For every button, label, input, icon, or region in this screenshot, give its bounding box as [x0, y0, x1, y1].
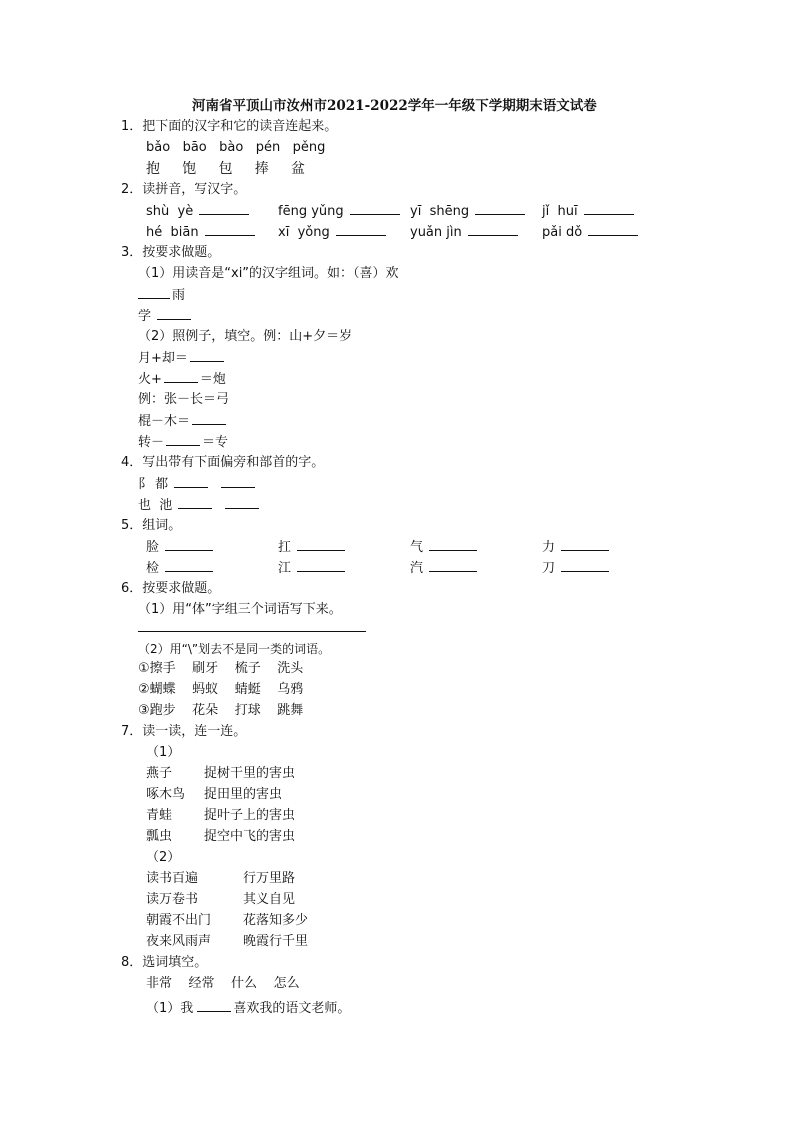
answer-blank[interactable]: [165, 538, 213, 551]
question-2-heading: 2．读拼音，写汉字。: [121, 182, 247, 197]
q7-right-1: 捉树干里的害虫: [204, 766, 296, 781]
q7-left2-4: 夜来风雨声: [146, 934, 212, 949]
q6-list-2: ②蝴蝶 蚂蚁 蜻蜓 乌鸦: [138, 682, 304, 697]
q5-item-7: 汽: [410, 559, 479, 578]
answer-blank[interactable]: [297, 559, 345, 572]
q2-item-5: hé biān: [146, 223, 257, 242]
answer-blank[interactable]: [199, 202, 249, 215]
q5-item-4: 力: [542, 538, 611, 557]
q5-item-8: 刀: [542, 559, 611, 578]
answer-blank[interactable]: [225, 496, 259, 509]
answer-blank[interactable]: [475, 202, 525, 215]
answer-blank[interactable]: [197, 999, 231, 1012]
q7-left-1: 燕子: [146, 766, 173, 781]
q7-right-2: 捉田里的害虫: [204, 787, 283, 802]
q3-p2-example: 例：张－长＝弓: [138, 392, 230, 407]
answer-blank[interactable]: [561, 559, 609, 572]
q3-p2-line-e: 转－ ＝专: [138, 435, 229, 450]
answer-blank[interactable]: [221, 475, 255, 488]
q2-item-8: pǎi dǒ: [542, 223, 640, 242]
q3-part-2: （2）照例子，填空。例：山+夕＝岁: [138, 329, 353, 344]
q2-item-6: xī yǒng: [278, 223, 388, 242]
q2-item-7: yuǎn jìn: [410, 223, 520, 242]
answer-blank[interactable]: [429, 538, 477, 551]
answer-blank[interactable]: [468, 223, 518, 236]
q3-p2-line-b: 火+ ＝炮: [138, 372, 226, 387]
answer-blank[interactable]: [584, 202, 634, 215]
q7-left2-2: 读万卷书: [146, 892, 199, 907]
q6-list-3: ③跑步 花朵 打球 跳舞: [138, 703, 304, 718]
q8-word-bank: 非常 经常 什么 怎么: [146, 976, 300, 991]
answer-blank[interactable]: [178, 496, 212, 509]
answer-blank[interactable]: [138, 286, 170, 299]
answer-blank[interactable]: [166, 433, 200, 446]
q7-left-4: 瓢虫: [146, 829, 173, 844]
q7-right2-1: 行万里路: [243, 871, 296, 886]
q3-p1-line-b: 学: [138, 307, 193, 326]
question-3-heading: 3．按要求做题。: [121, 245, 221, 260]
q5-item-1: 脸: [146, 538, 215, 557]
answer-blank[interactable]: [165, 559, 213, 572]
q7-left-2: 啄木鸟: [146, 787, 186, 802]
q3-p2-line-a: 月+却＝: [138, 349, 226, 368]
answer-blank[interactable]: [190, 349, 224, 362]
answer-blank[interactable]: [588, 223, 638, 236]
answer-blank[interactable]: [297, 538, 345, 551]
answer-blank[interactable]: [350, 202, 400, 215]
answer-blank[interactable]: [164, 370, 198, 383]
q1-chars-row: 抱 饱 包 捧 盆: [146, 161, 306, 177]
q7-right-3: 捉叶子上的害虫: [204, 808, 296, 823]
q6-list-1: ①擦手 刷牙 梳子 洗头: [138, 661, 304, 676]
question-5-heading: 5．组词。: [121, 518, 182, 533]
q2-item-3: yī shēng: [410, 202, 527, 221]
q5-item-5: 检: [146, 559, 215, 578]
answer-blank[interactable]: [205, 223, 255, 236]
q1-pinyin-row: bǎo bāo bào pén pěng: [146, 140, 326, 155]
question-4-heading: 4．写出带有下面偏旁和部首的字。: [121, 455, 325, 470]
q7-left2-1: 读书百遍: [146, 871, 199, 886]
q8-part-1: （1）我 喜欢我的语文老师。: [146, 1001, 351, 1016]
q7-right2-4: 晚霞行千里: [243, 934, 309, 949]
q6-answer-line[interactable]: [138, 631, 366, 632]
answer-blank[interactable]: [174, 475, 208, 488]
q7-right2-2: 其义自见: [243, 892, 296, 907]
question-8-heading: 8．选词填空。: [121, 955, 208, 970]
q5-item-3: 气: [410, 538, 479, 557]
answer-blank[interactable]: [429, 559, 477, 572]
question-6-heading: 6．按要求做题。: [121, 581, 221, 596]
answer-blank[interactable]: [561, 538, 609, 551]
answer-blank[interactable]: [192, 412, 226, 425]
q5-item-2: 扛: [278, 538, 347, 557]
q3-p2-line-d: 棍－木＝: [138, 412, 228, 431]
q2-item-1: shù yè: [146, 202, 251, 221]
q6-part-1: （1）用“体”字组三个词语写下来。: [138, 602, 342, 617]
q7-section-2: （2）: [146, 850, 181, 865]
answer-blank[interactable]: [336, 223, 386, 236]
answer-blank[interactable]: [157, 307, 191, 320]
q7-right-4: 捉空中飞的害虫: [204, 829, 296, 844]
question-1-heading: 1．把下面的汉字和它的读音连起来。: [121, 119, 338, 134]
q7-right2-3: 花落知多少: [243, 913, 309, 928]
q2-item-4: jǐ huī: [542, 202, 636, 221]
question-7-heading: 7．读一读，连一连。: [121, 724, 247, 739]
q5-item-6: 江: [278, 559, 347, 578]
q4-row-2: 也 池: [138, 496, 261, 515]
q3-p1-line-a: 雨: [138, 286, 185, 305]
q7-left-3: 青蛙: [146, 808, 173, 823]
q6-part-2: （2）用“\”划去不是同一类的词语。: [138, 642, 331, 656]
q2-item-2: fēng yǔng: [278, 202, 402, 221]
q3-part-1: （1）用读音是“xi”的汉字组词。如：（喜）欢: [138, 266, 399, 281]
q7-left2-3: 朝霞不出门: [146, 913, 212, 928]
q4-row-1: 阝 都: [138, 475, 257, 494]
page-title: 河南省平顶山市汝州市2021-2022学年一年级下学期期末语文试卷: [192, 98, 597, 114]
q7-section-1: （1）: [146, 745, 181, 760]
